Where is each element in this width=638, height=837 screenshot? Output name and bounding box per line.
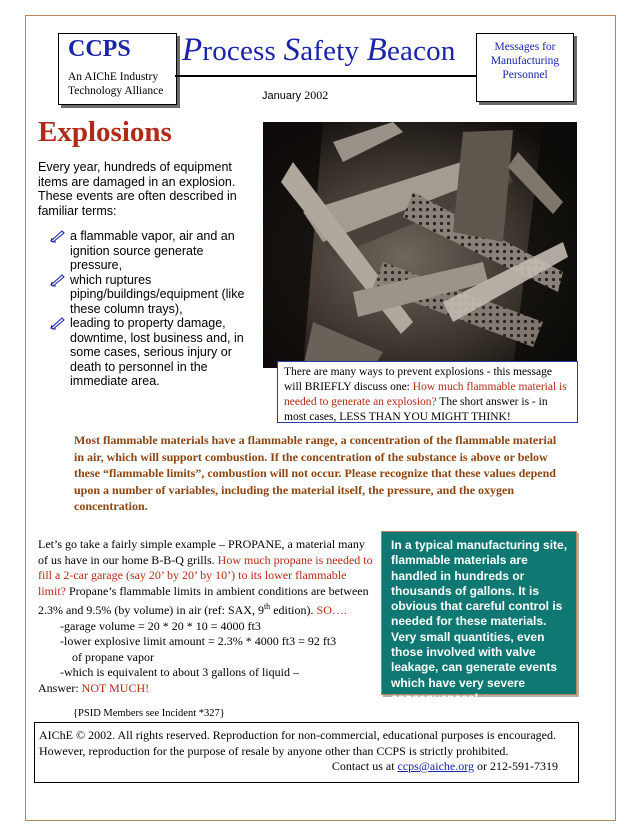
callout-box: There are many ways to prevent explosions - this message will BRIEFLY discuss one: How much flammable material is needed to generate an explosion? The short answer is - in most cases, LESS THAN YOU MIGHT THINK! (277, 361, 578, 423)
list-item: a flammable vapor, air and an ignition source generate pressure, (50, 229, 255, 273)
audience-box: Messages for Manufacturing Personnel (476, 33, 574, 102)
info-box: In a typical manufacturing site, flammable materials are handled in hundreds or thousands of gallons. It is obvious that careful control is needed for these materials. Very small quantities, even those involved with valve leakage, can generate events which have very severe consequences! (381, 531, 577, 695)
writing-hand-icon (50, 316, 65, 330)
ccps-logo-box (58, 33, 177, 105)
writing-hand-icon (50, 273, 65, 287)
newsletter-title: Process Safety Beacon (182, 32, 456, 68)
issue-date: January 2002 (262, 88, 329, 102)
footer-box: AIChE © 2002. All rights reserved. Reproduction for non-commercial, educational purposes is encouraged. However, reproduction for the purpose of resale by anyone other than CCPS is strictly prohibited. Contact us at ccps@aiche.org or 212-591-7319 (34, 722, 579, 783)
psid-note: {PSID Members see Incident *327} (73, 708, 225, 719)
ccps-subtitle: An AIChE Industry Technology Alliance (68, 71, 164, 97)
intro-paragraph: Every year, hundreds of equipment items are damaged in an explosion. These events are often described in familiar terms: (38, 160, 237, 218)
ccps-title: CCPS (68, 36, 131, 62)
header-rule (175, 75, 476, 77)
propane-example: Let’s go take a fairly simple example – PROPANE, a material many of us have in our home B-B-Q grills. How much propane is needed to fill a 2-car garage (say 20’ by 20’ by 10’) to its lower flammable limit? Propane’s flammable limits in ambient conditions are between 2.3% and 9.5% (by volume) in air (ref: SAX, 9th edition). SO…. -garage volume = 20 * 20 * 10 = 4000 ft3 -lower explosive limit amount = 2.3% * 4000 ft3 = 92 ft3 of propane vapor -which is equivalent to about 3 gallons of liquid – Answer: NOT MUCH! (38, 537, 373, 695)
writing-hand-icon (50, 229, 65, 243)
damaged-column-trays-photo (263, 122, 577, 368)
list-item: leading to property damage, downtime, lost business and, in some cases, serious injury or death to personnel in the immediate area. (50, 316, 255, 389)
flammable-range-paragraph: Most flammable materials have a flammable range, a concentration of the flammable material in air, which will support combustion. If the concentration of the substance is above or below these “flammable limits”, combustion will not occur. Please recognize that these values depend upon a number of variables, including the material itself, the pressure, and the oxygen concentration. (74, 433, 557, 513)
list-item: which ruptures piping/buildings/equipment (like these column trays), (50, 273, 255, 317)
bullet-list (50, 229, 255, 389)
section-heading: Explosions (38, 116, 172, 148)
contact-email-link[interactable]: ccps@aiche.org (397, 759, 474, 773)
